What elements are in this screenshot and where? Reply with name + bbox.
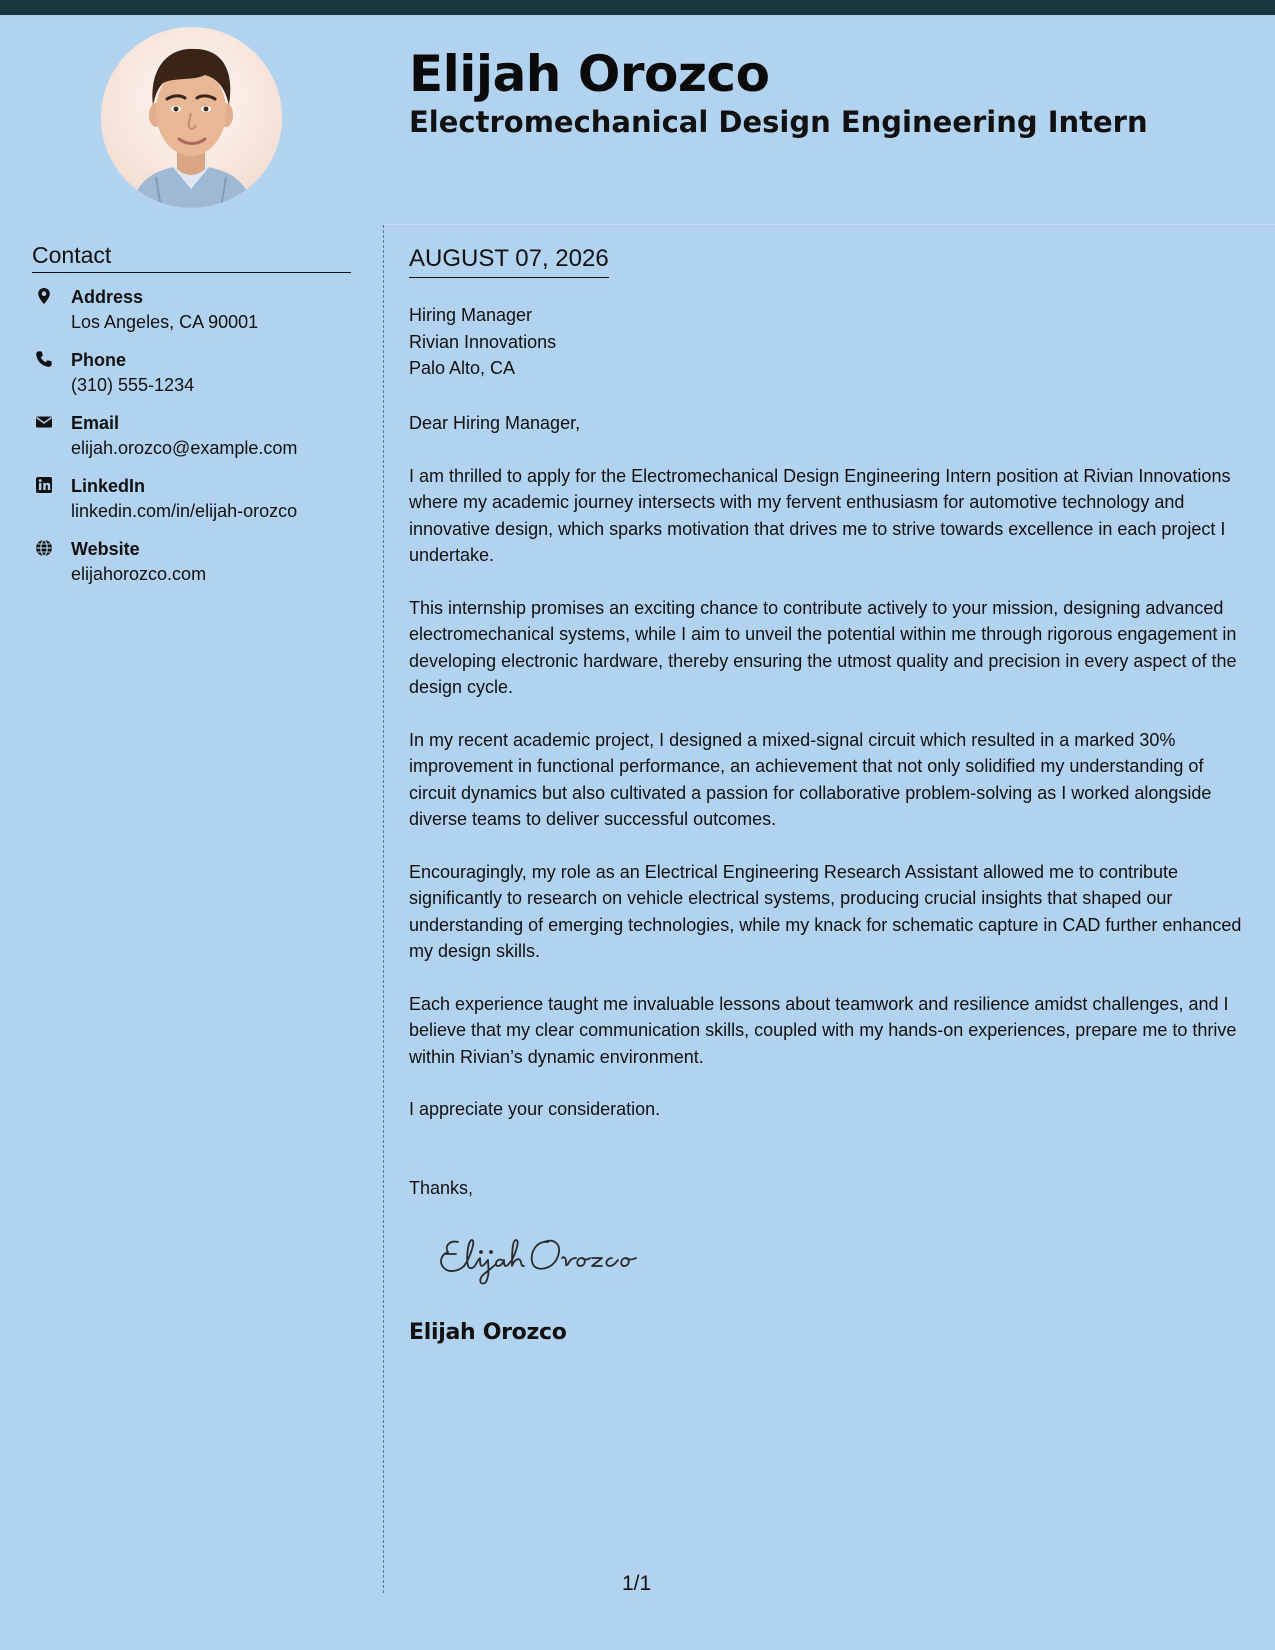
top-accent-bar <box>0 0 1275 15</box>
contact-value: elijahorozco.com <box>71 564 207 584</box>
letter-date: AUGUST 07, 2026 <box>409 243 609 278</box>
globe-icon <box>35 539 53 557</box>
contact-label: Phone <box>71 350 127 370</box>
contact-heading: Contact <box>32 240 351 273</box>
letter-paragraph: This internship promises an exciting chance to contribute actively to your mission, designing advanced electromechanical systems, while I aim to unveil the potential within me through rigorous engagement in developing electronic hardware, thereby ensuring the utmost quality and precision in every aspect of the design cycle. <box>409 597 1237 698</box>
contact-item-email <box>32 410 362 473</box>
letter-body <box>409 410 1254 1149</box>
contact-value: elijah.orozco@example.com <box>71 438 298 458</box>
recipient-line: Rivian Innovations <box>409 331 557 352</box>
letter-paragraph: Each experience taught me invaluable lessons about teamwork and resilience amidst challenges, and I believe that my clear communication skills, coupled with my hands-on experiences, prepare me to thrive within Rivian’s dynamic environment. <box>409 993 1237 1067</box>
applicant-role: Electromechanical Design Engineering Intern <box>409 105 1148 139</box>
contact-item-address <box>32 284 362 347</box>
profile-photo <box>101 27 282 208</box>
contact-item-linkedin <box>32 473 362 536</box>
letter-paragraph: I am thrilled to apply for the Electromechanical Design Engineering Intern position at Rivian Innovations where my academic journey intersects with my fervent enthusiasm for automotive technology and innovative design, which sparks motivation that drives me to strive towards excellence in each project I undertake. <box>409 465 1231 566</box>
closing: Thanks, <box>409 1178 474 1198</box>
header-divider <box>384 224 1275 225</box>
contact-item-phone <box>32 347 362 410</box>
recipient-block <box>409 302 556 382</box>
recipient-line: Palo Alto, CA <box>409 358 516 378</box>
contact-list <box>32 284 362 599</box>
contact-value: linkedin.com/in/elijah-orozco <box>71 501 298 521</box>
signer-name: Elijah Orozco <box>409 1320 567 1345</box>
applicant-name: Elijah Orozco <box>409 45 770 103</box>
letter-paragraph: I appreciate your consideration. <box>409 1099 661 1120</box>
contact-label: Address <box>71 287 144 307</box>
handwritten-signature <box>436 1228 646 1288</box>
map-pin-icon <box>35 287 53 305</box>
contact-label: LinkedIn <box>71 476 146 496</box>
recipient-line: Hiring Manager <box>409 305 533 325</box>
contact-value: (310) 555-1234 <box>71 375 195 395</box>
page-number: 1/1 <box>622 1572 652 1595</box>
letter-paragraph: In my recent academic project, I designed a mixed-signal circuit which resulted in a marked 30% improvement in functional performance, an achievement that not only solidified my understanding of circuit dynamics but also cultivated a passion for collaborative problem-solving as I worked alongside diverse teams to deliver successful outcomes. <box>409 729 1212 830</box>
salutation: Dear Hiring Manager, <box>409 413 581 433</box>
portrait-photo-icon <box>101 27 282 208</box>
contact-item-website <box>32 536 362 599</box>
linkedin-icon <box>35 476 53 494</box>
contact-label: Email <box>71 413 120 433</box>
letter-paragraph: Encouragingly, my role as an Electrical Engineering Research Assistant allowed me to contribute significantly to research on vehicle electrical systems, producing crucial insights that shaped our understanding of emerging technologies, while my knack for schematic capture in CAD further enhanced my design skills. <box>409 861 1242 962</box>
contact-label: Website <box>71 539 140 559</box>
envelope-icon <box>35 413 53 431</box>
phone-icon <box>35 350 53 368</box>
contact-value: Los Angeles, CA 90001 <box>71 312 259 332</box>
column-divider <box>383 225 384 1593</box>
